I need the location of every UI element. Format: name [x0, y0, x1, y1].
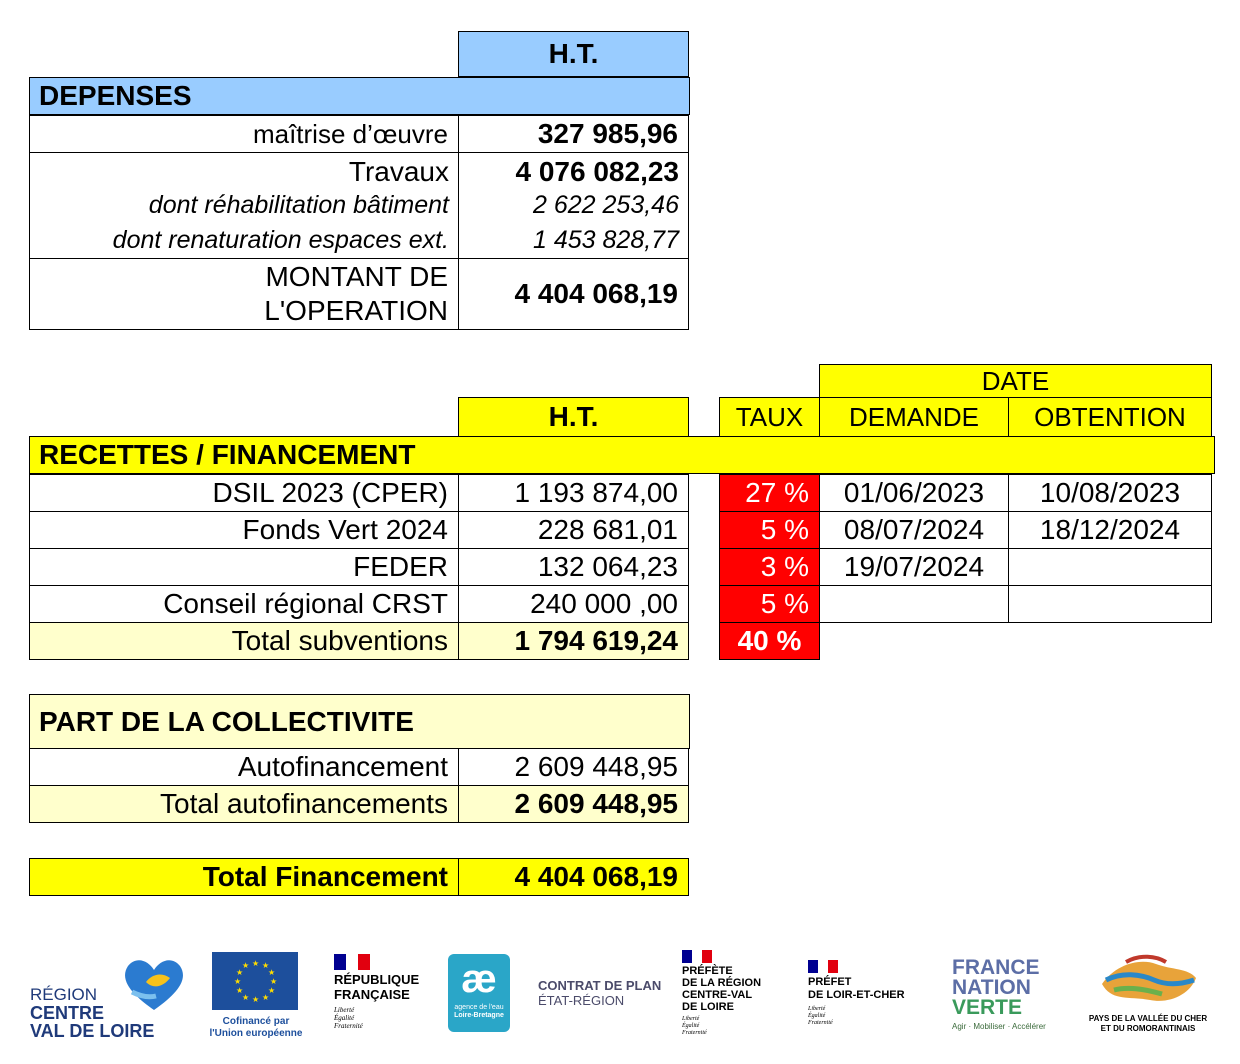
pays-line1: PAYS DE LA VALLÉE DU CHER [1088, 1014, 1208, 1023]
obtention-header: OBTENTION [1008, 397, 1212, 437]
demande-header: DEMANDE [819, 397, 1009, 437]
pref2-motto2: Égalité [808, 1013, 826, 1019]
recette-value-crst: 240 000 ,00 [458, 585, 689, 623]
svg-text:★: ★ [242, 993, 250, 1002]
rf-line2: FRANÇAISE [334, 987, 410, 1002]
total-subventions-taux: 40 % [719, 622, 820, 660]
svg-text:★: ★ [268, 986, 276, 995]
pref1-motto1: Liberté [682, 1016, 700, 1022]
date-header: DATE [819, 364, 1212, 399]
depense-label-travaux: Travaux [348, 156, 449, 187]
pays-landscape-icon [1096, 950, 1200, 1010]
depenses-section-title: DEPENSES [29, 77, 690, 115]
total-financement-value: 4 404 068,19 [458, 858, 689, 896]
depenses-ht-header: H.T. [458, 31, 689, 77]
recette-label-fonds-vert: Fonds Vert 2024 [29, 511, 459, 549]
depense-total-label [29, 258, 459, 330]
pref2-line2: DE LOIR-ET-CHER [808, 989, 905, 1001]
autofinancement-label: Autofinancement [29, 748, 459, 786]
svg-text:★: ★ [262, 961, 270, 970]
recette-value-feder: 132 064,23 [458, 548, 689, 586]
cpe-line2: ÉTAT-RÉGION [538, 993, 625, 1008]
pref1-motto3: Fraternité [682, 1030, 707, 1036]
eu-flag-icon [212, 952, 298, 1010]
prefete-region-logo [682, 950, 782, 1054]
taux-header: TAUX [719, 397, 820, 437]
svg-text:★: ★ [262, 993, 270, 1002]
pref1-line1: PRÉFÈTE [682, 965, 733, 977]
total-autofinancements-value: 2 609 448,95 [458, 785, 689, 823]
fnv-tagline: Agir · Mobiliser · Accélérer [952, 1022, 1046, 1031]
recette-obtention-crst [1008, 585, 1212, 623]
fnv-line3: VERTE [952, 996, 1023, 1019]
fnv-line1: FRANCE [952, 956, 1040, 979]
prefete-flag-icon [682, 950, 712, 963]
agence-eau-logo [448, 954, 510, 1032]
pref1-line3: CENTRE-VAL [682, 989, 753, 1001]
eu-logo [206, 952, 306, 1052]
total-subventions-value: 1 794 619,24 [458, 622, 689, 660]
rf-motto1: Liberté [334, 1006, 355, 1014]
ae-line2: Loire-Bretagne [454, 1012, 504, 1019]
depense-total-label-line2: L'OPERATION [264, 295, 448, 326]
recette-demande-crst [819, 585, 1009, 623]
eu-line1: Cofinancé par [222, 1016, 290, 1027]
recette-obtention-fonds-vert: 18/12/2024 [1008, 511, 1212, 549]
contrat-plan-logo [538, 978, 668, 1018]
depense-total-value: 4 404 068,19 [458, 258, 689, 330]
autofinancement-value: 2 609 448,95 [458, 748, 689, 786]
recette-taux-fonds-vert: 5 % [719, 511, 820, 549]
svg-text:★: ★ [236, 986, 244, 995]
depense-label-maitrise: maîtrise d’œuvre [29, 115, 459, 153]
prefet-flag-icon [808, 960, 838, 973]
pref1-line2: DE LA RÉGION [682, 977, 762, 989]
svg-text:★: ★ [242, 961, 250, 970]
recette-label-feder: FEDER [29, 548, 459, 586]
recette-taux-dsil: 27 % [719, 474, 820, 512]
svg-text:★: ★ [252, 995, 260, 1004]
pays-vallee-cher-logo [1082, 950, 1214, 1050]
svg-text:★: ★ [270, 977, 278, 986]
recette-value-dsil: 1 193 874,00 [458, 474, 689, 512]
pref2-motto3: Fraternité [808, 1020, 833, 1026]
pref1-motto2: Égalité [682, 1023, 700, 1029]
svg-text:★: ★ [236, 968, 244, 977]
pays-line2: ET DU ROMORANTINAIS [1100, 1024, 1196, 1033]
pref2-line1: PRÉFET [808, 976, 852, 988]
ae-line1: agence de l'eau [454, 1004, 504, 1011]
depense-label-renaturation: dont renaturation espaces ext. [112, 226, 449, 254]
recette-value-fonds-vert: 228 681,01 [458, 511, 689, 549]
recette-obtention-dsil: 10/08/2023 [1008, 474, 1212, 512]
eu-line2: l'Union européenne [209, 1028, 303, 1039]
rf-motto3: Fraternité [334, 1022, 363, 1030]
recette-label-dsil: DSIL 2023 (CPER) [29, 474, 459, 512]
total-autofinancements-label: Total autofinancements [29, 785, 459, 823]
recette-taux-crst: 5 % [719, 585, 820, 623]
total-subventions-label: Total subventions [29, 622, 459, 660]
pref1-line4: DE LOIRE [682, 1001, 734, 1013]
rf-motto2: Égalité [334, 1014, 355, 1022]
region-line2: CENTRE [30, 1003, 105, 1023]
collectivite-section-title: PART DE LA COLLECTIVITE [29, 694, 690, 749]
recettes-section-title: RECETTES / FINANCEMENT [29, 436, 1215, 474]
depense-value-travaux: 4 076 082,23 [515, 156, 679, 187]
depense-value-rehabilitation: 2 622 253,46 [533, 191, 679, 219]
region-line3: VAL DE LOIRE [30, 1021, 155, 1041]
marianne-flag-icon [334, 954, 370, 970]
cpe-line1: CONTRAT DE PLAN [538, 978, 662, 993]
recette-label-crst: Conseil régional CRST [29, 585, 459, 623]
fnv-line2: NATION [952, 976, 1031, 999]
france-nation-verte-logo [952, 958, 1062, 1048]
recette-demande-dsil: 01/06/2023 [819, 474, 1009, 512]
recette-taux-feder: 3 % [719, 548, 820, 586]
recette-demande-fonds-vert: 08/07/2024 [819, 511, 1009, 549]
partner-logos-bar [0, 940, 1240, 1064]
recettes-ht-header: H.T. [458, 397, 689, 437]
recette-demande-feder: 19/07/2024 [819, 548, 1009, 586]
rf-line1: RÉPUBLIQUE [334, 972, 420, 987]
region-centre-logo [30, 952, 190, 1052]
svg-text:★: ★ [234, 977, 242, 986]
depense-total-label-line1: MONTANT DE [265, 261, 448, 292]
republique-francaise-logo [334, 952, 434, 1052]
total-financement-label: Total Financement [29, 858, 459, 896]
ae-symbol-icon: æ [461, 957, 497, 1001]
recette-obtention-feder [1008, 548, 1212, 586]
region-line1: RÉGION [30, 985, 98, 1004]
svg-text:★: ★ [268, 968, 276, 977]
depense-value-renaturation: 1 453 828,77 [533, 226, 679, 254]
prefet-loir-et-cher-logo [808, 960, 928, 1040]
depense-value-maitrise: 327 985,96 [458, 115, 689, 153]
svg-text:★: ★ [252, 959, 260, 968]
depense-label-rehabilitation: dont réhabilitation bâtiment [148, 191, 449, 219]
pref2-motto1: Liberté [808, 1006, 826, 1012]
